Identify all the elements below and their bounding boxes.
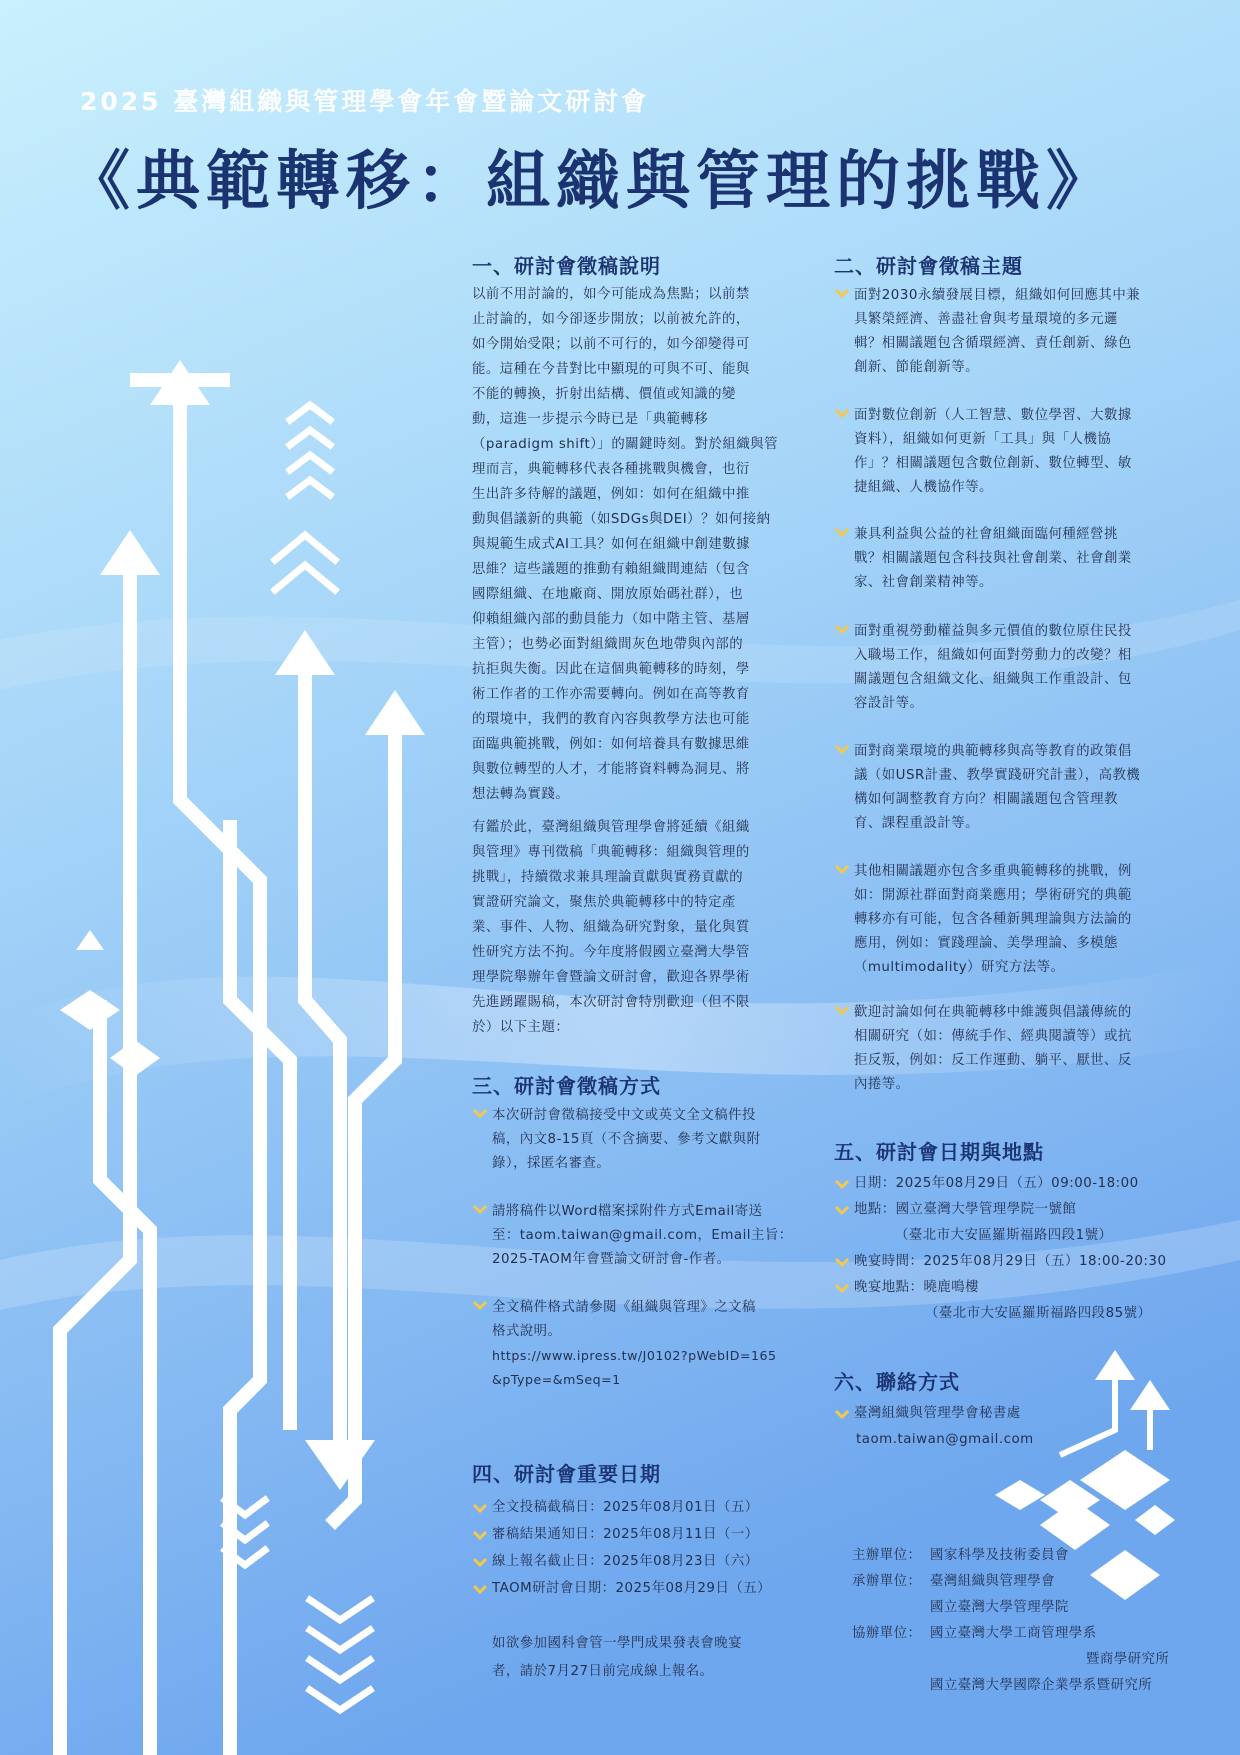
note-line: 者，請於7月27日前完成線上報名。 (492, 1664, 714, 1679)
text-line: 構如何調整教育方向？相關議題包含管理教 (854, 792, 1118, 807)
text-line: 與數位轉型的人才，才能將資料轉為洞見、將 (472, 762, 750, 777)
important-date-text: 審稿結果通知日：2025年08月11日（一） (492, 1527, 759, 1542)
event-date-text: 日期：2025年08月29日（五）09:00-18:00 (854, 1176, 1139, 1191)
text-line: 請將稿件以Word檔案採附件方式Email寄送 (492, 1204, 763, 1219)
text-line: （paradigm shift）」的關鍵時刻。對於組織與管 (472, 437, 779, 452)
text-line: 與管理》專刊徵稿「典範轉移：組織與管理的 (472, 845, 750, 860)
check-icon (834, 861, 850, 877)
check-icon (834, 621, 850, 637)
text-line: 面對重視勞動權益與多元價值的數位原住民投 (854, 624, 1132, 639)
text-line: 輯？相關議題包含循環經濟、責任創新、綠色 (854, 336, 1132, 351)
text-line: 主管）；也勢必面對組織間灰色地帶與內部的 (472, 637, 744, 652)
text-line: 格式說明。 (492, 1324, 562, 1339)
check-icon (472, 1581, 488, 1597)
call-for-papers-paragraph (472, 282, 802, 807)
section-date-venue-heading: 五、研討會日期與地點 (834, 1140, 1044, 1164)
check-icon (834, 285, 850, 301)
call-for-papers-paragraph-2 (472, 815, 802, 1040)
check-icon (834, 1002, 850, 1018)
text-line: 至：taom.taiwan@gmail.com，Email主旨： (492, 1228, 793, 1243)
banquet-venue-text: 晚宴地點：曉鹿鳴樓 (854, 1280, 980, 1295)
submission-item (472, 1296, 822, 1392)
host-org: 國家科學及技術委員會 (930, 1548, 1069, 1563)
text-line: 生出許多待解的議題，例如：如何在組織中推 (472, 487, 750, 502)
text-line: 具繁榮經濟、善盡社會與考量環境的多元邏 (854, 312, 1118, 327)
text-line: 面對數位創新（人工智慧、數位學習、大數據 (854, 408, 1132, 423)
text-line: 理而言，典範轉移代表各種挑戰與機會，也衍 (472, 462, 750, 477)
check-icon (834, 1280, 850, 1296)
text-line: 戰？相關議題包含科技與社會創業、社會創業 (854, 551, 1132, 566)
event-title: 《典範轉移：組織與管理的挑戰》 (66, 145, 1116, 219)
co-organizer-label: 承辦單位： (852, 1574, 922, 1589)
text-line: 的環境中，我們的教育內容與教學方法也可能 (472, 712, 750, 727)
text-line: 不能的轉換，折射出結構、價值或知識的變 (472, 387, 736, 402)
important-date-item (472, 1496, 759, 1520)
text-line: 理學院舉辦年會暨論文研討會，歡迎各界學術 (472, 970, 750, 985)
text-line: 稿，內文8-15頁（不含摘要、參考文獻與附 (492, 1132, 761, 1147)
text-line: 其他相關議題亦包含多重典範轉移的挑戰，例 (854, 864, 1132, 879)
check-icon (834, 1406, 850, 1422)
text-line: 術工作者的工作亦需要轉向。例如在高等教育 (472, 687, 750, 702)
text-line: 議（如USR計畫、教學實踐研究計畫），高教機 (854, 768, 1141, 783)
text-line: 抗拒與失衡。因此在這個典範轉移的時刻，學 (472, 662, 750, 677)
co-organizer-2: 國立臺灣大學管理學院 (930, 1600, 1069, 1615)
section-submission-heading: 三、研討會徵稿方式 (472, 1074, 661, 1098)
text-line: 資料），組織如何更新「工具」與「人機協 (854, 432, 1112, 447)
submission-item (472, 1104, 822, 1176)
event-venue (834, 1198, 1076, 1222)
check-icon (472, 1297, 488, 1313)
topic-item (834, 404, 1200, 500)
text-line: 相關研究（如：傳統手作、經典閱讀等）或抗 (854, 1029, 1132, 1044)
topic-item (834, 1001, 1200, 1097)
text-line: 動，這進一步提示今時已是「典範轉移 (472, 412, 709, 427)
check-icon (472, 1201, 488, 1217)
text-line: 2025-TAOM年會暨論文研討會-作者。 (492, 1252, 731, 1267)
text-line: 家、社會創業精神等。 (854, 575, 993, 590)
text-line: 動與倡議新的典範（如SDGs與DEI）？如何接納 (472, 512, 771, 527)
important-date-text: 線上報名截止日：2025年08月23日（六） (492, 1554, 759, 1569)
text-line: 面對商業環境的典範轉移與高等教育的政策倡 (854, 744, 1132, 759)
assist-label: 協辦單位： (852, 1626, 922, 1641)
topic-item (834, 620, 1200, 716)
important-date-item (472, 1577, 771, 1601)
check-icon (834, 1202, 850, 1218)
text-line: 如今開始受限；以前不可行的，如今卻變得可 (472, 337, 750, 352)
banquet-venue (834, 1276, 979, 1300)
text-line: 關議題包含組織文化、組織與工作重設計、包 (854, 672, 1132, 687)
event-venue-text: 地點：國立臺灣大學管理學院一號館 (854, 1202, 1077, 1217)
check-icon (834, 1176, 850, 1192)
text-line: 性研究方法不拘。今年度將假國立臺灣大學管 (472, 945, 750, 960)
contact-org (834, 1402, 1021, 1426)
text-line: 實證研究論文，聚焦於典範轉移中的特定產 (472, 895, 736, 910)
important-date-item (472, 1523, 759, 1547)
co-organizer-1: 臺灣組織與管理學會 (930, 1574, 1056, 1589)
text-line: 容設計等。 (854, 696, 924, 711)
host-label: 主辦單位： (852, 1548, 922, 1563)
topic-item (834, 740, 1200, 836)
check-icon (834, 741, 850, 757)
paragraph-lines (472, 282, 802, 807)
text-line: 內捲等。 (854, 1077, 910, 1092)
event-venue-address: （臺北市大安區羅斯福路四段1號） (895, 1228, 1113, 1243)
banquet-time-text: 晚宴時間：2025年08月29日（五）18:00-20:30 (854, 1254, 1167, 1269)
text-line: 止討論的，如今卻逐步開放；以前被允許的， (472, 312, 750, 327)
text-line: 歡迎討論如何在典範轉移中維護與倡議傳統的 (854, 1005, 1132, 1020)
text-line: 錄），採匿名審查。 (492, 1156, 611, 1171)
text-line: （multimodality）研究方法等。 (854, 960, 1065, 975)
text-line: 先進踴躍賜稿，本次研討會特別歡迎（但不限 (472, 995, 750, 1010)
text-line: 本次研討會徵稿接受中文或英文全文稿件投 (492, 1108, 756, 1123)
assist-org-1b: 暨商學研究所 (1086, 1652, 1170, 1667)
section-important-dates-heading: 四、研討會重要日期 (472, 1462, 661, 1486)
event-subtitle: 2025 臺灣組織與管理學會年會暨論文研討會 (80, 87, 650, 116)
text-line: 兼具利益與公益的社會組織面臨何種經營挑 (854, 527, 1118, 542)
assist-org-2: 國立臺灣大學國際企業學系暨研究所 (930, 1678, 1153, 1693)
topic-item (834, 860, 1200, 980)
contact-org-text: 臺灣組織與管理學會秘書處 (854, 1406, 1021, 1421)
note-line: 如欲參加國科會管一學門成果發表會晚宴 (492, 1636, 743, 1651)
section-topics-heading: 二、研討會徵稿主題 (834, 254, 1023, 278)
text-line: 業、事件、人物、組織為研究對象，量化與質 (472, 920, 750, 935)
section-contact-heading: 六、聯絡方式 (834, 1370, 960, 1394)
assist-org-1: 國立臺灣大學工商管理學系 (930, 1626, 1097, 1641)
paragraph-lines (472, 815, 802, 1040)
check-icon (472, 1105, 488, 1121)
important-date-item (472, 1550, 759, 1574)
text-line: 應用，例如：實踐理論、美學理論、多模態 (854, 936, 1118, 951)
text-line: 創新、節能創新等。 (854, 360, 980, 375)
important-date-text: TAOM研討會日期：2025年08月29日（五） (492, 1581, 771, 1596)
check-icon (472, 1527, 488, 1543)
text-line: 轉移亦有可能，包含各種新興理論與方法論的 (854, 912, 1132, 927)
check-icon (834, 1254, 850, 1270)
text-line: 育、課程重設計等。 (854, 816, 980, 831)
text-line: 思維？這些議題的推動有賴組織間連結（包含 (472, 562, 750, 577)
important-date-text: 全文投稿截稿日：2025年08月01日（五） (492, 1500, 759, 1515)
guideline-link-line[interactable]: &pType=&mSeq=1 (492, 1372, 621, 1387)
text-line: 面對2030永續發展目標，組織如何回應其中兼 (854, 288, 1141, 303)
check-icon (834, 405, 850, 421)
contact-email[interactable]: taom.taiwan@gmail.com (856, 1432, 1034, 1447)
text-line: 作」？相關議題包含數位創新、數位轉型、敏 (854, 456, 1132, 471)
text-line: 有鑑於此，臺灣組織與管理學會將延續《組織 (472, 820, 750, 835)
check-icon (472, 1554, 488, 1570)
topic-item (834, 523, 1200, 595)
text-line: 與規範生成式AI工具？如何在組織中創建數據 (472, 537, 751, 552)
guideline-link-line[interactable]: https://www.ipress.tw/J0102?pWebID=165 (492, 1348, 777, 1363)
text-line: 想法轉為實踐。 (472, 787, 570, 802)
text-line: 捷組織、人機協作等。 (854, 480, 993, 495)
banquet-time (834, 1250, 1166, 1274)
banquet-venue-address: （臺北市大安區羅斯福路四段85號） (925, 1306, 1152, 1321)
topic-item (834, 284, 1200, 380)
check-icon (472, 1500, 488, 1516)
text-line: 入職場工作，組織如何面對勞動力的改變？相 (854, 648, 1132, 663)
text-line: 於）以下主題： (472, 1020, 570, 1035)
text-line: 能。這種在今昔對比中顯現的可與不可、能與 (472, 362, 750, 377)
text-line: 拒反叛，例如：反工作運動、躺平、厭世、反 (854, 1053, 1132, 1068)
event-date (834, 1172, 1139, 1196)
section-call-for-papers-heading: 一、研討會徵稿說明 (472, 254, 661, 278)
submission-item (472, 1200, 822, 1272)
text-line: 挑戰」，持續徵求兼具理論貢獻與實務貢獻的 (472, 870, 744, 885)
text-line: 國際組織、在地廠商、開放原始碼社群），也 (472, 587, 744, 602)
text-line: 以前不用討論的，如今可能成為焦點；以前禁 (472, 287, 750, 302)
text-line: 全文稿件格式請參閱《組織與管理》之文稿 (492, 1300, 756, 1315)
text-line: 面臨典範挑戰，例如：如何培養具有數據思維 (472, 737, 750, 752)
text-line: 如：開源社群面對商業應用；學術研究的典範 (854, 888, 1132, 903)
check-icon (834, 524, 850, 540)
text-line: 仰賴組織內部的動員能力（如中階主管、基層 (472, 612, 750, 627)
